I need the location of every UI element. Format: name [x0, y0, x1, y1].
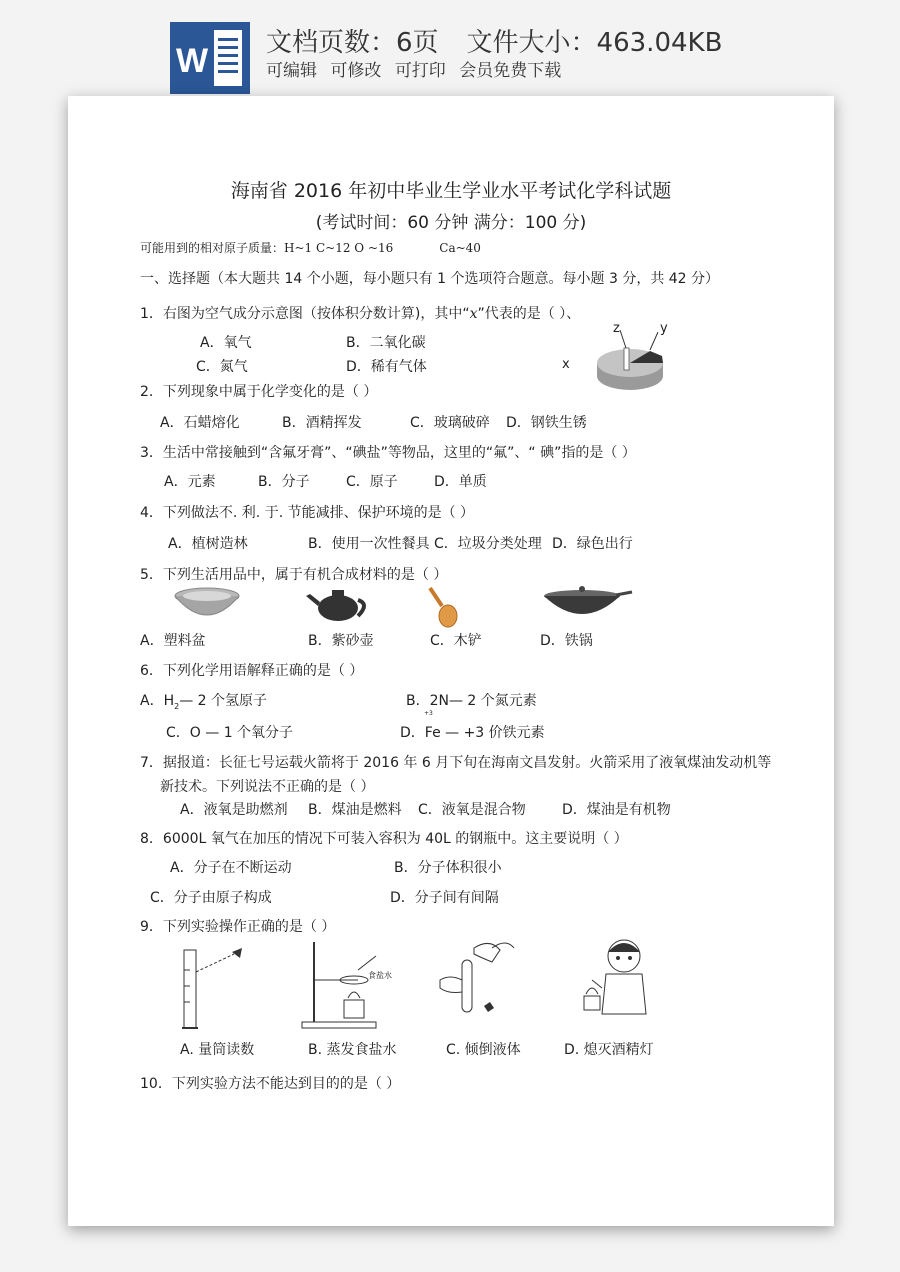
- q8-option-a: A．分子在不断运动: [170, 860, 292, 876]
- q3-option-a: A．元素: [164, 474, 216, 490]
- wooden-spatula-image: [424, 584, 464, 628]
- q6-option-b: B．2N— 2 个氮元素: [406, 693, 537, 709]
- feature-modifiable: 可修改: [330, 61, 382, 81]
- q1-stem-part-2: ”代表的是（ ）、: [477, 306, 581, 322]
- q5-option-c: C．木铲: [430, 633, 482, 649]
- question-4-stem: 4．下列做法不. 利. 于. 节能减排、保护环境的是（ ）: [140, 505, 475, 521]
- question-8-stem: 8．6000L 氧气在加压的情况下可装入容积为 40L 的钢瓶中。这主要说明（ ）: [140, 831, 628, 847]
- q6-option-a: [140, 690, 267, 711]
- q4-option-b: B．使用一次性餐具: [308, 536, 430, 552]
- q1-stem-part-1: 1．右图为空气成分示意图（按体积分数计算)，其中“: [140, 306, 470, 322]
- q2-option-c: C．玻璃破碎: [410, 415, 490, 431]
- q2-option-b: B．酒精挥发: [282, 415, 362, 431]
- pie-label-x: x: [562, 357, 570, 372]
- q6-a-prefix: A．H: [140, 693, 175, 709]
- feature-member-download: 会员免费下载: [459, 61, 562, 81]
- q2-option-d: D．钢铁生锈: [506, 415, 587, 431]
- air-composition-pie-figure: [562, 318, 690, 398]
- section-heading: 一、选择题（本大题共 14 个小题，每小题只有 1 个选项符合题意。每小题 3 分，共 42 分）: [140, 271, 720, 287]
- q8-option-c: C．分子由原子构成: [150, 890, 272, 906]
- pouring-liquid-image: [434, 934, 524, 1030]
- q6-d-superscript: +3: [424, 710, 433, 717]
- question-9-stem: 9．下列实验操作正确的是（ ）: [140, 919, 336, 935]
- atomic-mass-values: H~1 C~12 O ~16: [284, 241, 394, 255]
- q3-option-c: C．原子: [346, 474, 398, 490]
- page-count: 文档页数：6页: [266, 28, 439, 58]
- q8-option-b: B．分子体积很小: [394, 860, 502, 876]
- q1-option-b: B．二氧化碳: [346, 335, 426, 351]
- q1-option-d: D．稀有气体: [346, 359, 427, 375]
- q4-option-d: D．绿色出行: [552, 536, 633, 552]
- atomic-mass-ca: Ca~40: [439, 241, 481, 255]
- extinguish-alcohol-lamp-image: [572, 934, 662, 1030]
- exam-page: [68, 96, 834, 1226]
- q5-option-d: D．铁锅: [540, 633, 593, 649]
- atomic-mass-line: [140, 239, 481, 256]
- q1-stem-x: x: [469, 306, 478, 322]
- q6-a-subscript: 2: [174, 701, 180, 711]
- plastic-basin-image: [172, 586, 242, 622]
- q2-option-a: A．石蜡熔化: [160, 415, 240, 431]
- word-document-icon: [170, 22, 250, 94]
- q6-a-text: — 2 个氢原子: [179, 693, 268, 709]
- q5-option-a: A．塑料盆: [140, 633, 206, 649]
- question-5-stem: 5．下列生活用品中，属于有机合成材料的是（ ）: [140, 567, 448, 583]
- graduated-cylinder-image: [178, 942, 248, 1032]
- question-3-stem: 3．生活中常接触到“含氟牙膏”、“碘盐”等物品，这里的“氟”、“ 碘”指的是（ ）: [140, 445, 636, 461]
- file-size: 文件大小：463.04KB: [466, 28, 723, 58]
- q3-option-b: B．分子: [258, 474, 310, 490]
- atomic-mass-label: 可能用到的相对原子质量：: [140, 241, 285, 255]
- question-7-stem-line-2: 新技术。下列说法不正确的是（ ）: [160, 779, 375, 795]
- exam-title: 海南省 2016 年初中毕业生学业水平考试化学科试题: [230, 180, 672, 202]
- q7-option-a: A．液氧是助燃剂: [180, 802, 288, 818]
- question-2-stem: 2．下列现象中属于化学变化的是（ ）: [140, 384, 378, 400]
- evaporation-setup-image: [298, 940, 408, 1030]
- q9-option-d: D. 熄灭酒精灯: [564, 1042, 654, 1058]
- q1-option-c: C．氮气: [196, 359, 248, 375]
- q4-option-c: C．垃圾分类处理: [434, 536, 542, 552]
- q9-option-b: B. 蒸发食盐水: [308, 1042, 397, 1058]
- q8-option-d: D．分子间有间隔: [390, 890, 499, 906]
- question-7-stem-line-1: 7．据报道：长征七号运载火箭将于 2016 年 6 月下旬在海南文昌发射。火箭采用了液氧煤油发动机等: [140, 755, 772, 771]
- salt-water-label: 食盐水: [368, 971, 392, 980]
- iron-wok-image: [534, 584, 634, 624]
- q6-option-d: D．Fe — +3 价铁元素: [400, 725, 545, 741]
- pie-label-z: z: [613, 321, 620, 336]
- download-banner: [0, 0, 900, 96]
- q7-option-c: C．液氧是混合物: [418, 802, 526, 818]
- q7-option-b: B．煤油是燃料: [308, 802, 402, 818]
- q9-option-a: A. 量筒读数: [180, 1042, 255, 1058]
- feature-editable: 可编辑: [266, 61, 317, 81]
- question-1-stem: [140, 303, 580, 323]
- q1-option-a: A．氧气: [200, 335, 252, 351]
- q5-option-b: B．紫砂壶: [308, 633, 374, 649]
- q4-option-a: A．植树造林: [168, 536, 248, 552]
- logo-letter: W: [176, 42, 209, 80]
- feature-list: [266, 56, 569, 81]
- exam-subtitle: (考试时间：60 分钟 满分：100 分): [315, 213, 587, 233]
- clay-teapot-image: [304, 584, 374, 624]
- q3-option-d: D．单质: [434, 474, 487, 490]
- feature-printable: 可打印: [394, 61, 446, 81]
- q7-option-d: D．煤油是有机物: [562, 802, 671, 818]
- pie-label-y: y: [660, 321, 668, 336]
- banner-info: [266, 22, 722, 59]
- q9-option-c: C. 倾倒液体: [446, 1042, 521, 1058]
- q6-option-c: C．O — 1 个氧分子: [166, 725, 294, 741]
- question-6-stem: 6．下列化学用语解释正确的是（ ）: [140, 663, 364, 679]
- question-10-stem: 10．下列实验方法不能达到目的的是（ ）: [140, 1076, 401, 1092]
